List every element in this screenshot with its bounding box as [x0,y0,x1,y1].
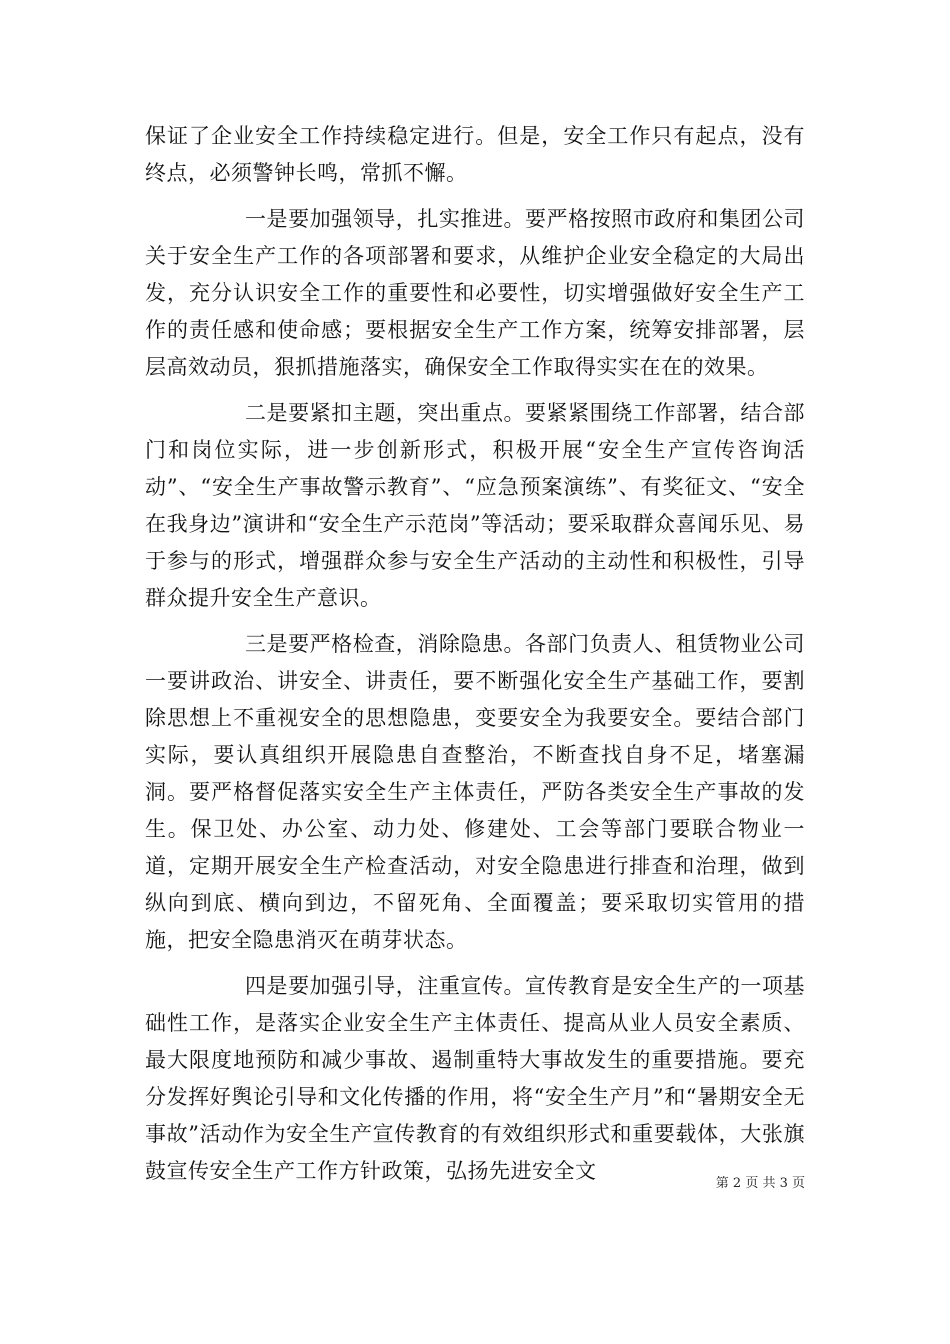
paragraph-publicity: 四是要加强引导，注重宣传。宣传教育是安全生产的一项基础性工作，是落实企业安全生产主体责任、提高从业人员安全素质、最大限度地预防和减少事故、遏制重特大事故发生的重要措施。要充分发挥好舆论引导和文化传播的作用，将“安全生产月”和“暑期安全无事故”活动作为安全生产宣传教育的有效组织形式和重要载体，大张旗鼓宣传安全生产工作方针政策，弘扬先进安全文 [145,974,805,1183]
paragraph-leadership: 一是要加强领导，扎实推进。要严格按照市政府和集团公司关于安全生产工作的各项部署和要求，从维护企业安全稳定的大局出发，充分认识安全工作的重要性和必要性，切实增强做好安全生产工作的责任感和使命感；要根据安全生产工作方案，统筹安排部署，层层高效动员，狠抓措施落实，确保安全工作取得实实在在的效果。 [145,207,805,379]
page-number-footer: 第 2 页 共 3 页 [715,1176,805,1191]
paragraph-theme: 二是要紧扣主题，突出重点。要紧紧围绕工作部署，结合部门和岗位实际，进一步创新形式，积极开展“安全生产宣传咨询活动”、“安全生产事故警示教育”、“应急预案演练”、有奖征文、“安全在我身边”演讲和“安全生产示范岗”等活动；要采取群众喜闻乐见、易于参与的形式，增强群众参与安全生产活动的主动性和积极性，引导群众提升安全生产意识。 [145,401,805,610]
document-body [145,118,805,1199]
paragraph-inspection: 三是要严格检查，消除隐患。各部门负责人、租赁物业公司一要讲政治、讲安全、讲责任，要不断强化安全生产基础工作，要割除思想上不重视安全的思想隐患，变要安全为我要安全。要结合部门实际，要认真组织开展隐患自查整治，不断查找自身不足，堵塞漏洞。要严格督促落实安全生产主体责任，严防各类安全生产事故的发生。保卫处、办公室、动力处、修建处、工会等部门要联合物业一道，定期开展安全生产检查活动，对安全隐患进行排查和治理，做到纵向到底、横向到边，不留死角、全面覆盖；要采取切实管用的措施，把安全隐患消灭在萌芽状态。 [145,632,805,952]
paragraph-continuation: 保证了企业安全工作持续稳定进行。但是，安全工作只有起点，没有终点，必须警钟长鸣，常抓不懈。 [145,124,805,185]
